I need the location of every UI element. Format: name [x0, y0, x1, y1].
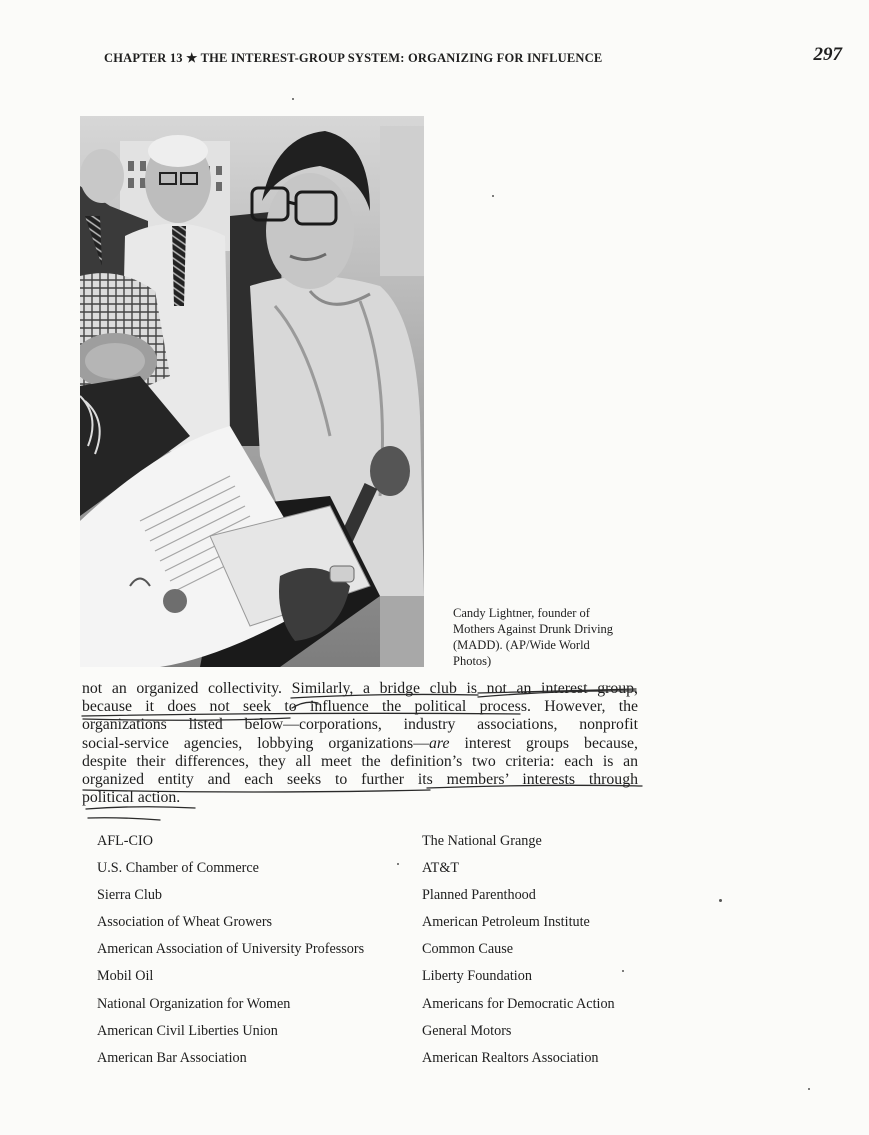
list-item: American Petroleum Institute — [422, 914, 590, 931]
scan-speck — [622, 970, 624, 972]
list-item: General Motors — [422, 1022, 512, 1039]
list-item: Planned Parenthood — [422, 887, 536, 904]
body-line-segment: social-service agencies, lobbying organizations— — [82, 734, 430, 752]
emphasis-are: are — [429, 734, 450, 752]
list-item: Mobil Oil — [97, 968, 154, 985]
list-item: American Association of University Professors — [97, 941, 365, 958]
body-line: political action. — [82, 789, 181, 807]
body-line: despite their differences, they all meet the definition’s two criteria: each is an — [82, 752, 638, 770]
caption-line: Photos) — [453, 654, 492, 668]
news-photo — [80, 116, 424, 667]
list-item: Americans for Democratic Action — [422, 995, 615, 1012]
list-item: American Bar Association — [97, 1049, 247, 1066]
scan-speck — [492, 195, 494, 197]
body-paragraph — [82, 680, 638, 807]
group-list-left-column — [97, 832, 364, 1076]
list-item: Common Cause — [422, 941, 514, 958]
body-line: not an organized collectivity. Similarly, a bridge club is not an interest group, — [82, 680, 638, 697]
caption-line: Mothers Against Drunk Driving — [453, 622, 614, 636]
list-item: U.S. Chamber of Commerce — [97, 860, 259, 877]
scan-speck — [397, 863, 399, 865]
caption-line: (MADD). (AP/Wide World — [453, 638, 590, 652]
list-item: Liberty Foundation — [422, 968, 532, 985]
list-item: Association of Wheat Growers — [97, 914, 273, 931]
scan-speck — [292, 98, 294, 100]
photo-caption — [453, 605, 653, 669]
body-line: because it does not seek to influence the political process. However, the — [82, 698, 638, 716]
list-item: AT&T — [422, 860, 460, 877]
list-item: American Realtors Association — [422, 1049, 599, 1066]
list-item: AFL-CIO — [97, 833, 153, 849]
body-line — [82, 735, 638, 753]
scan-speck — [808, 1088, 810, 1090]
page-number: 297 — [813, 44, 842, 65]
list-item: The National Grange — [422, 833, 542, 849]
running-head: CHAPTER 13 ★ THE INTEREST-GROUP SYSTEM: ORGANIZING FOR INFLUENCE — [104, 51, 603, 65]
scan-speck — [719, 899, 722, 902]
group-list-right-column — [422, 832, 615, 1076]
list-item: American Civil Liberties Union — [97, 1022, 278, 1039]
caption-line: Candy Lightner, founder of — [453, 606, 590, 620]
body-line: organized entity and each seeks to further its members’ interests through — [82, 771, 638, 789]
list-item: National Organization for Women — [97, 995, 291, 1012]
body-line-segment: interest groups because, — [449, 734, 638, 752]
list-item: Sierra Club — [97, 887, 163, 904]
body-line: organizations listed below—corporations, industry associations, nonprofit — [82, 716, 638, 734]
